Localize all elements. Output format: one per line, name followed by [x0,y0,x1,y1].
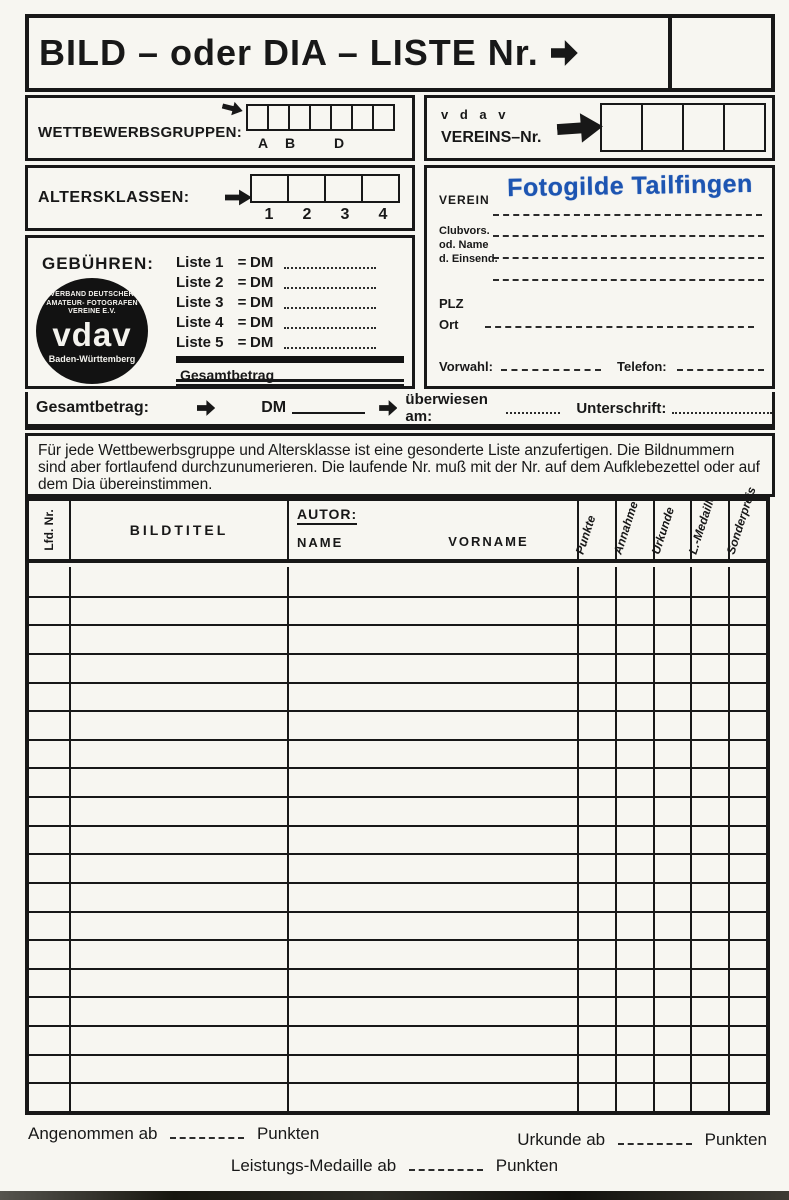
table-cell[interactable] [653,596,691,625]
entry-box[interactable] [351,104,374,131]
table-cell[interactable] [287,968,577,997]
fee-currency: DM [250,294,274,311]
table-cell[interactable] [728,853,766,882]
table-cell[interactable] [577,911,615,940]
age-classes-arrow-icon [225,189,252,206]
table-cell[interactable] [69,1082,287,1111]
table-cell[interactable] [577,1025,615,1054]
column-lfd-nr [29,501,69,559]
column-header-label: Annahme [610,499,641,556]
fees-label: GEBÜHREN: [42,254,154,273]
entry-box[interactable] [330,104,353,131]
sender-label [439,224,498,266]
table-cell[interactable] [728,653,766,682]
table-cell[interactable] [653,825,691,854]
table-cell[interactable] [69,739,287,768]
table-cell[interactable] [728,624,766,653]
dm-label: DM [261,399,287,416]
column-l-medaille [686,492,728,559]
table-cell[interactable] [728,682,766,711]
fee-equals: = [237,314,247,331]
table-cell[interactable] [69,796,287,825]
competition-groups-box [25,95,415,161]
table-cell[interactable] [728,710,766,739]
entry-box[interactable] [723,103,766,152]
entry-box[interactable] [309,104,332,131]
table-cell[interactable] [690,1054,728,1083]
table-cell[interactable] [577,1082,615,1111]
table-cell[interactable] [653,911,691,940]
fee-total-label: Gesamtbetrag [180,367,275,383]
autor-label: AUTOR: [297,506,357,525]
table-cell[interactable] [615,567,653,596]
table-cell[interactable] [728,825,766,854]
logo-text: VEREINE E.V. [68,308,116,315]
entry-box[interactable] [372,104,395,131]
verein-label: VEREIN [439,193,490,207]
table-cell[interactable] [29,682,69,711]
table-cell[interactable] [653,624,691,653]
fee-label: Liste 2 [176,274,224,291]
table-cell[interactable] [577,853,615,882]
table-cell[interactable] [287,825,577,854]
entry-box[interactable] [246,104,269,131]
table-cell[interactable] [287,653,577,682]
logo-name: vdav [52,315,132,353]
age-classes-box [25,165,415,231]
table-cell[interactable] [577,796,615,825]
table-cell[interactable] [29,1054,69,1083]
fee-row [176,331,376,351]
sender-line[interactable] [493,225,764,237]
table-cell[interactable] [287,567,577,596]
table-cell[interactable] [29,968,69,997]
punkten-label: Punkten [704,1130,767,1149]
fee-currency: DM [250,334,274,351]
table-cell[interactable] [615,596,653,625]
table-cell[interactable] [615,825,653,854]
table-cell[interactable] [690,882,728,911]
vorname-label: VORNAME [448,534,529,549]
table-cell[interactable] [287,767,577,796]
table-cell[interactable] [728,596,766,625]
logo-text: VERBAND DEUTSCHER [50,291,134,298]
form-title: BILD – oder DIA – LISTE Nr. [39,32,539,73]
table-cell[interactable] [728,1054,766,1083]
table-cell[interactable] [615,624,653,653]
table-cell[interactable] [615,968,653,997]
table-cell[interactable] [29,996,69,1025]
table-cell[interactable] [287,710,577,739]
plz-label: PLZ [439,296,464,311]
club-number-box [424,95,775,161]
table-cell[interactable] [29,624,69,653]
age-class-number: 1 [264,206,274,223]
table-cell[interactable] [690,796,728,825]
table-cell[interactable] [577,624,615,653]
table-cell[interactable] [69,596,287,625]
table-cell[interactable] [728,968,766,997]
ort-label: Ort [439,317,459,332]
table-cell[interactable] [29,825,69,854]
entry-box[interactable] [600,103,643,152]
table-cell[interactable] [615,767,653,796]
table-cell[interactable] [69,1025,287,1054]
total-label: Gesamtbetrag: [36,399,149,416]
total-arrow-icon [197,400,215,417]
note-box [25,433,775,497]
table-cell[interactable] [690,710,728,739]
club-name-stamp: Fotogilde Tailfingen [506,169,754,203]
table-cell[interactable] [29,653,69,682]
table-cell[interactable] [653,996,691,1025]
table-cell[interactable] [653,1054,691,1083]
urkunde-row [517,1130,767,1150]
table-cell[interactable] [69,882,287,911]
table-cell[interactable] [690,1025,728,1054]
fee-equals: = [237,294,247,311]
age-class-number-labels [250,206,403,224]
group-letter: B [285,135,296,151]
table-cell[interactable] [653,796,691,825]
column-urkunde [648,501,691,559]
column-bildtitel-label: BILDTITEL [129,522,229,538]
vdav-org-label: v d a v [441,107,510,122]
fee-currency: DM [250,314,274,331]
column-sonderpreis [723,485,766,559]
table-cell[interactable] [69,567,287,596]
sender-line[interactable] [493,269,764,281]
list-number-box[interactable] [672,18,771,88]
autor-name-row [297,534,577,552]
fee-amount-line[interactable] [284,297,376,309]
table-cell[interactable] [69,825,287,854]
fee-amount-line[interactable] [284,337,376,349]
logo-region: Baden-Württemberg [48,353,136,364]
table-cell[interactable] [690,596,728,625]
fee-label: Liste 1 [176,254,224,271]
table-cell[interactable] [615,653,653,682]
table-cell[interactable] [615,939,653,968]
table-cell[interactable] [690,968,728,997]
table-cell[interactable] [690,939,728,968]
table-cell[interactable] [728,567,766,596]
telefon-line[interactable] [677,359,764,371]
table-cell[interactable] [615,710,653,739]
table-cell[interactable] [728,911,766,940]
transfer-date-line[interactable] [506,402,561,414]
table-cell[interactable] [728,882,766,911]
total-amount-line[interactable] [292,402,365,414]
note-text: Für jede Wettbewerbsgruppe und Altersklasse ist eine gesonderte Liste anzufertigen. Die Bildnummern sind aber fortlaufend durchzunumerieren. Die laufende Nr. muß mit der Nr. auf dem Aufklebezettel oder auf dem Dia übereinstimmen. [38,442,760,493]
fee-row [176,311,376,331]
punkten-label: Punkten [256,1124,320,1143]
table-cell[interactable] [29,1025,69,1054]
table-cell[interactable] [577,996,615,1025]
table-cell[interactable] [577,739,615,768]
table-cell[interactable] [653,1082,691,1111]
signature-label: Unterschrift: [576,399,667,417]
table-cell[interactable] [690,767,728,796]
name-label: NAME [297,535,344,550]
table-header [29,485,766,563]
table-cell[interactable] [69,682,287,711]
entry-box[interactable] [641,103,684,152]
sender-label-line: Clubvors. [439,225,490,237]
fee-equals: = [237,254,247,271]
fee-amount-line[interactable] [284,277,376,289]
vereins-nr-arrow-icon [556,110,604,145]
sender-label-line: d. Einsend. [439,253,498,265]
table-cell[interactable] [287,996,577,1025]
table-cell[interactable] [577,882,615,911]
entry-box[interactable] [324,174,363,203]
table-cell[interactable] [690,653,728,682]
table-cell[interactable] [653,567,691,596]
table-cell[interactable] [287,1054,577,1083]
table-cell[interactable] [728,939,766,968]
fees-box [25,235,415,389]
table-cell[interactable] [653,1025,691,1054]
table-cell[interactable] [69,624,287,653]
telefon-label: Telefon: [617,359,667,374]
transfer-label: überwiesen am: [405,391,488,425]
total-row [25,392,775,430]
fee-row [176,271,376,291]
medaille-label: Leistungs-Medaille ab [230,1156,397,1175]
transfer-arrow-icon [379,400,397,417]
table-cell[interactable] [287,796,577,825]
table-cell[interactable] [728,796,766,825]
table-body [29,567,766,1111]
fee-label: Liste 4 [176,314,224,331]
table-cell[interactable] [615,996,653,1025]
medaille-points-line[interactable] [409,1159,483,1171]
fee-currency: DM [250,254,274,271]
competition-groups-label: WETTBEWERBSGRUPPEN: [38,124,243,141]
table-cell[interactable] [615,911,653,940]
vorwahl-label: Vorwahl: [439,359,493,374]
table-cell[interactable] [29,796,69,825]
column-header-label: L.-Medaille [686,492,719,556]
angenommen-label: Angenommen ab [28,1124,158,1143]
fee-list [176,251,376,351]
table-cell[interactable] [287,882,577,911]
group-letter: A [258,135,269,151]
sender-line[interactable] [493,247,764,259]
table-cell[interactable] [615,853,653,882]
table-cell[interactable] [577,596,615,625]
table-cell[interactable] [653,653,691,682]
table-cell[interactable] [690,996,728,1025]
fee-total-rule [176,379,404,386]
table-cell[interactable] [577,567,615,596]
entry-box[interactable] [361,174,400,203]
table-cell[interactable] [69,653,287,682]
group-letter: D [334,135,345,151]
group-letter-labels [246,135,411,155]
table-cell[interactable] [615,882,653,911]
fee-row [176,251,376,271]
table-cell[interactable] [653,968,691,997]
table-cell[interactable] [69,767,287,796]
entry-box[interactable] [682,103,725,152]
column-annahme [610,499,653,559]
entries-table [25,485,770,1115]
column-header-label: Punkte [572,513,599,556]
table-cell[interactable] [728,1025,766,1054]
table-cell[interactable] [577,1054,615,1083]
table-cell[interactable] [69,968,287,997]
vereins-nr-label: VEREINS–Nr. [441,129,542,146]
table-cell[interactable] [577,653,615,682]
table-cell[interactable] [728,767,766,796]
fee-currency: DM [250,274,274,291]
title-box [25,14,775,92]
age-classes-label: ALTERSKLASSEN: [38,189,190,206]
punkten-label: Punkten [495,1156,559,1175]
table-cell[interactable] [69,1054,287,1083]
table-cell[interactable] [653,767,691,796]
table-cell[interactable] [287,853,577,882]
table-cell[interactable] [728,1082,766,1111]
entry-box[interactable] [250,174,289,203]
logo-text: AMATEUR- FOTOGRAFEN [46,299,138,307]
urkunde-label: Urkunde ab [517,1130,606,1149]
table-cell[interactable] [69,996,287,1025]
fee-amount-line[interactable] [284,257,376,269]
column-header-label: Sonderpreis [723,485,759,556]
club-name-line[interactable] [493,204,762,216]
table-cell[interactable] [690,825,728,854]
table-cell[interactable] [287,596,577,625]
table-cell[interactable] [287,682,577,711]
table-cell[interactable] [287,939,577,968]
table-cell[interactable] [287,1082,577,1111]
entry-box[interactable] [267,104,290,131]
fee-label: Liste 5 [176,334,224,351]
age-class-number: 2 [302,206,312,223]
angenommen-row [28,1124,319,1144]
column-bildtitel [69,501,287,559]
table-cell[interactable] [690,853,728,882]
table-cell[interactable] [287,624,577,653]
table-cell[interactable] [690,624,728,653]
table-cell[interactable] [653,853,691,882]
table-cell[interactable] [690,1082,728,1111]
table-cell[interactable] [577,710,615,739]
table-cell[interactable] [29,911,69,940]
table-cell[interactable] [577,968,615,997]
table-cell[interactable] [287,739,577,768]
table-cell[interactable] [690,567,728,596]
table-cell[interactable] [728,996,766,1025]
table-cell[interactable] [29,939,69,968]
table-cell[interactable] [29,739,69,768]
angenommen-points-line[interactable] [170,1127,244,1139]
column-lfd-nr-label: Lfd. Nr. [42,509,56,551]
vereins-number-boxes [600,103,766,152]
table-cell[interactable] [577,939,615,968]
urkunde-points-line[interactable] [618,1133,692,1145]
sender-label-line: od. Name [439,239,489,251]
column-punkte [572,501,615,559]
table-cell[interactable] [615,682,653,711]
table-cell[interactable] [653,939,691,968]
table-cell[interactable] [728,739,766,768]
table-cell[interactable] [577,767,615,796]
fee-amount-line[interactable] [284,317,376,329]
table-cell[interactable] [615,1082,653,1111]
table-cell[interactable] [29,710,69,739]
table-cell[interactable] [577,825,615,854]
entry-box[interactable] [287,174,326,203]
medaille-row [0,1156,789,1176]
fee-label: Liste 3 [176,294,224,311]
signature-line[interactable] [672,402,772,414]
table-cell[interactable] [29,767,69,796]
competition-groups-arrow-icon [220,99,244,119]
table-cell[interactable] [69,911,287,940]
column-autor [287,501,577,559]
competition-group-boxes [246,104,395,131]
table-cell[interactable] [690,682,728,711]
title-arrow-icon [551,39,578,67]
table-cell[interactable] [615,739,653,768]
column-header-label: Urkunde [648,505,677,556]
table-cell[interactable] [29,1082,69,1111]
fee-total-bar [176,356,404,363]
entry-box[interactable] [288,104,311,131]
table-cell[interactable] [577,682,615,711]
vorwahl-line[interactable] [501,359,601,371]
table-cell[interactable] [653,882,691,911]
age-class-number: 3 [340,206,350,223]
table-cell[interactable] [69,710,287,739]
table-cell[interactable] [653,739,691,768]
table-cell[interactable] [615,1025,653,1054]
vdav-logo [36,278,148,384]
table-cell[interactable] [653,682,691,711]
table-cell[interactable] [29,882,69,911]
age-class-number: 4 [378,206,388,223]
fee-equals: = [237,274,247,291]
table-cell[interactable] [69,939,287,968]
fee-row [176,291,376,311]
table-cell[interactable] [653,710,691,739]
scan-edge [0,1191,789,1200]
table-cell[interactable] [690,911,728,940]
table-cell[interactable] [615,1054,653,1083]
fee-equals: = [237,334,247,351]
ort-line[interactable] [485,316,754,328]
title-main [29,18,672,88]
table-cell[interactable] [29,567,69,596]
table-cell[interactable] [29,853,69,882]
table-cell[interactable] [690,739,728,768]
table-cell[interactable] [287,1025,577,1054]
club-address-box [424,165,775,389]
age-class-boxes [250,174,400,203]
table-cell[interactable] [615,796,653,825]
table-cell[interactable] [287,911,577,940]
table-cell[interactable] [69,853,287,882]
table-cell[interactable] [29,596,69,625]
